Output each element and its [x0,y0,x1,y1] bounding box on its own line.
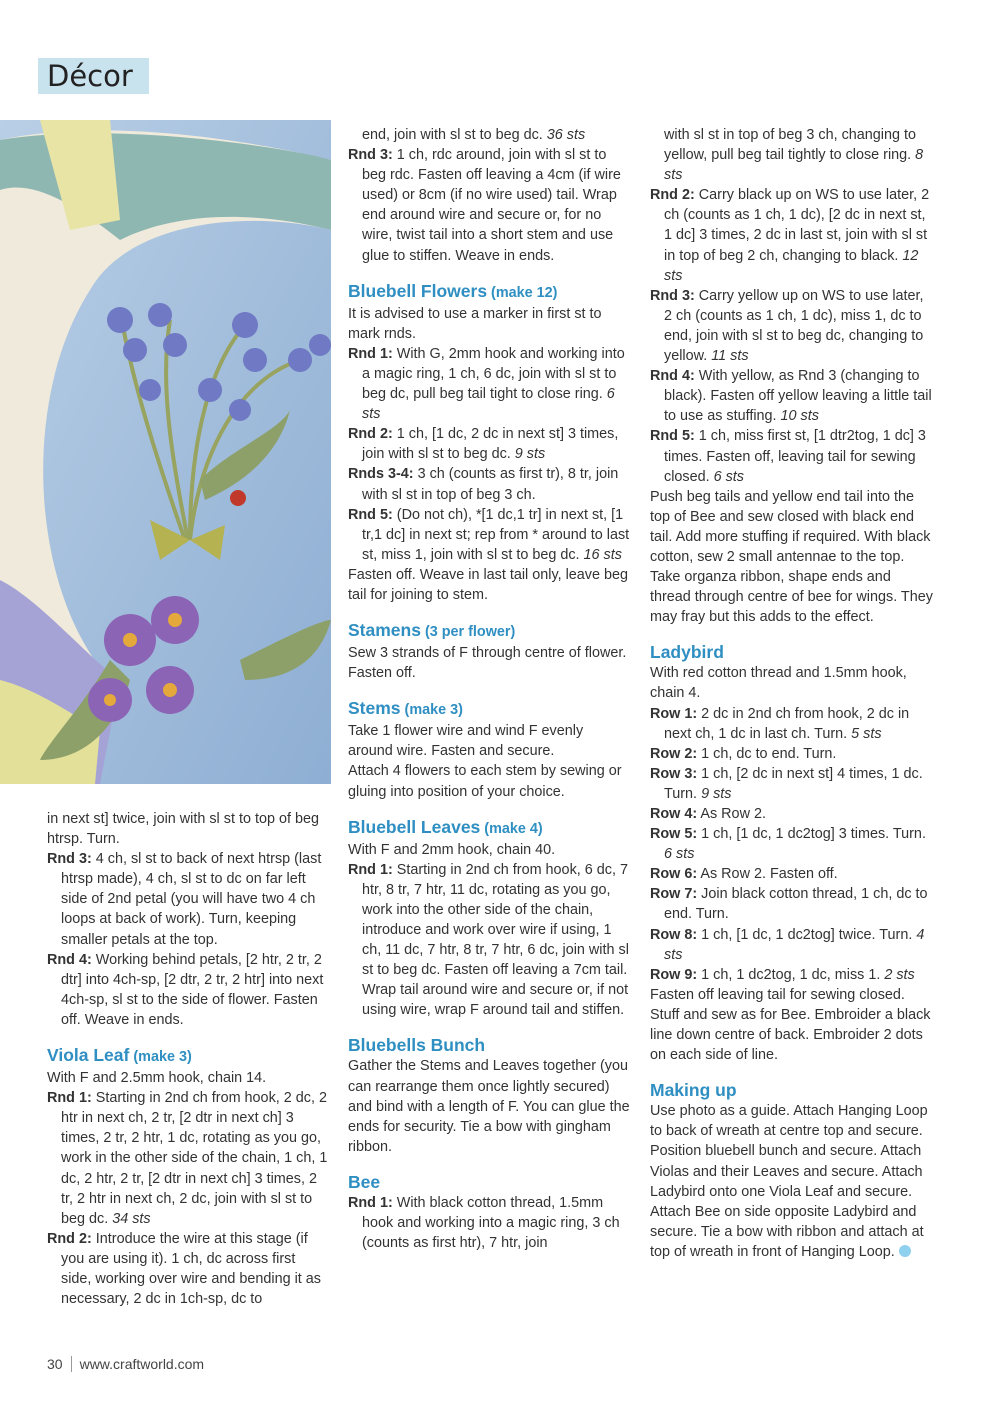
stitch-count: 12 sts [664,247,919,284]
round-label: Rnd 5: [348,506,393,523]
pattern-round [47,950,329,1030]
end-mark-icon [899,1245,911,1257]
instruction-text: 1 ch, [1 dc, 1 dc2tog] 3 times. Turn. [697,826,926,843]
paragraph [650,125,935,185]
website-url: www.craftworld.com [79,1356,205,1372]
round-label: Row 2: [650,745,698,762]
pattern-round [650,426,935,486]
paragraph [47,1068,329,1088]
round-label: Rnd 1: [348,861,393,878]
instruction-text: Use photo as a guide. Attach Hanging Loop to back of wreath at centre top and secure. Position bluebell bunch and secure. Attach Violas and their Leaves and secure. Attach Ladybird onto one Viola Leaf and secure. Attach Bee on side opposite Ladybird and secure. Tie a bow with ribbon and attach at top of wreath in front of Hanging Loop. [650,1103,928,1260]
instruction-text: (Do not ch), *[1 dc,1 tr] in next st, [1 tr,1 dc] in next st; rep from * around to last st, miss 1, join with sl st to beg dc. [362,506,630,563]
paragraph [348,761,631,801]
stitch-count: 4 sts [664,926,925,963]
instruction-text: 1 ch, miss first st, [1 dtr2tog, 1 dc] 3 times. Fasten off, leaving tail for sewing closed. [664,428,926,485]
pattern-round [650,884,935,924]
stitch-count: 9 sts [701,785,732,802]
instruction-text: Introduce the wire at this stage (if you are using it). 1 ch, dc across first side, working over wire and bending it as necessary, 2 dc in 1ch-sp, dc to [61,1230,321,1308]
stitch-count: 8 sts [664,147,924,184]
heading-subtitle: (make 12) [487,284,558,301]
stitch-count: 16 sts [583,546,622,563]
instruction-text: Fasten off. Weave in last tail only, leave beg tail for joining to stem. [348,566,628,603]
text-column-2 [348,125,631,1253]
instruction-text: Push beg tails and yellow end tail into the top of Bee and sew closed with black end tail. Add more stuffing if required. With black cotton, sew 2 small antennae to the top. Take organza ribbon, shape ends and thread through centre of bee for wings. They may fray but this adds to the effect. [650,488,933,626]
instruction-text: Starting in 2nd ch from hook, 6 dc, 7 htr, 8 tr, 7 htr, 11 dc, rotating as you go, work into the other side of the chain, introduce and work over wire if using, 1 ch, 11 dc, 7 htr, 8 tr, 7 htr, 6 dc, join with sl st to beg dc. Fasten off leaving a 7cm tail. Wrap tail around wire and secure or, if not using wire, wrap F around tail and stiffen. [362,861,629,1019]
paragraph [348,721,631,761]
section-heading [47,1044,329,1068]
instruction-text: 1 ch, rdc around, join with sl st to beg rdc. Fasten off leaving a 4cm (if wire used) or 8cm (if no wire used) tail. Wrap end around wire and secure or, for no wire, twist tail into a short stem and use glue to stiffen. Weave in ends. [362,147,621,264]
round-label: Row 5: [650,826,698,843]
instruction-text: As Row 2. Fasten off. [697,866,838,883]
paragraph [650,487,935,628]
pattern-round [348,464,631,504]
instruction-text: with sl st in top of beg 3 ch, changing to yellow, pull beg tail tightly to close ring. [664,127,916,164]
pattern-round [47,849,329,949]
heading-title: Bluebell Flowers [348,280,488,301]
round-label: Rnd 4: [47,951,92,968]
pattern-round [47,1088,329,1229]
round-label: Rnd 1: [348,345,393,362]
instruction-text: 1 ch, [1 dc, 2 dc in next st] 3 times, join with sl st to beg dc. [362,426,619,463]
instruction-text: Carry yellow up on WS to use later, 2 ch (counts as 1 ch, 1 dc), miss 1, dc to end, join with sl st to beg dc, changing to yellow. [664,287,924,365]
stitch-count: 5 sts [851,725,882,742]
section-heading [348,1034,631,1056]
heading-title: Viola Leaf [47,1045,130,1066]
instruction-text: 2 dc in 2nd ch from hook, 2 dc in next ch, 1 dc in last ch. Turn. [664,705,910,742]
pattern-round [650,804,935,824]
stitch-count: 6 sts [713,468,744,485]
instruction-text: Join black cotton thread, 1 ch, dc to end. Turn. [664,886,928,923]
heading-subtitle: (make 3) [400,702,463,719]
pattern-round [348,424,631,464]
instruction-text: 1 ch, 1 dc2tog, 1 dc, miss 1. [697,966,885,983]
stitch-count: 6 sts [664,846,695,863]
paragraph [348,1056,631,1156]
round-label: Row 6: [650,866,698,883]
round-label: Row 7: [650,886,698,903]
stitch-count: 11 sts [711,348,749,365]
round-label: Row 1: [650,705,698,722]
instruction-text: 4 ch, sl st to back of next htrsp (last htrsp made), 4 ch, sl st to dc on far left side of 2nd petal (you will have two 4 ch loops at back of work). Turn, keeping smaller petals at the top. [61,851,322,948]
instruction-text: Gather the Stems and Leaves together (you can rearrange them once lightly secured) and bind with a length of F. You can glue the ends for security. Tie a bow with gingham ribbon. [348,1058,630,1155]
section-heading [650,1079,935,1101]
page-footer [47,1356,204,1372]
pattern-round [650,744,935,764]
heading-title: Stems [348,698,401,719]
instruction-text: Working behind petals, [2 htr, 2 tr, 2 dtr] into 4ch-sp, [2 dtr, 2 tr, 2 htr] into next 4ch-sp, sl st to the side of flower. Fasten off. Weave in ends. [61,951,324,1028]
paragraph [348,125,631,145]
heading-title: Bluebells Bunch [348,1035,486,1056]
wreath-photo [0,120,331,784]
wreath-illustration [0,120,331,784]
round-label: Rnd 1: [348,1194,393,1211]
round-label: Rnd 3: [348,147,393,164]
round-label: Rnd 2: [348,426,393,443]
stitch-count: 34 sts [112,1210,151,1227]
round-label: Row 4: [650,806,698,822]
instruction-text: Attach 4 flowers to each stem by sewing or gluing into position of your choice. [348,763,622,800]
ladybird-icon [230,490,246,506]
pattern-round [650,704,935,744]
section-heading [348,1171,631,1193]
pattern-round [47,1229,329,1309]
pattern-round [650,764,935,804]
stitch-count: 2 sts [884,966,915,983]
pattern-round [348,505,631,565]
section-heading [348,697,631,721]
pattern-round [348,1193,631,1253]
instruction-text: With F and 2.5mm hook, chain 14. [47,1070,267,1087]
paragraph [348,643,631,683]
section-title: Décor [38,58,149,94]
round-label: Rnds 3-4: [348,466,414,483]
section-heading [650,641,935,663]
paragraph [650,663,935,703]
round-label: Row 3: [650,765,698,782]
pattern-round [348,344,631,424]
instruction-text: It is advised to use a marker in first st to mark rnds. [348,305,602,342]
text-column-1 [47,809,329,1309]
round-label: Rnd 2: [650,187,695,204]
text-column-3 [650,125,935,1262]
paragraph [650,1101,935,1262]
stitch-count: 36 sts [546,127,586,143]
section-heading [348,816,631,840]
round-label: Rnd 4: [650,368,695,385]
instruction-text: With red cotton thread and 1.5mm hook, chain 4. [650,665,907,702]
round-label: Rnd 3: [650,287,695,304]
round-label: Rnd 2: [47,1230,92,1247]
paragraph [348,304,631,344]
heading-title: Making up [650,1080,737,1101]
round-label: Rnd 1: [47,1090,92,1107]
round-label: Row 8: [650,926,698,943]
heading-subtitle: (3 per flower) [420,624,516,641]
instruction-text: 1 ch, [1 dc, 1 dc2tog] twice. Turn. [697,926,917,943]
instruction-text: With yellow, as Rnd 3 (changing to black). Fasten off yellow leaving a little tail to use as stuffing. [664,368,932,425]
round-label: Row 9: [650,966,698,983]
instruction-text: 1 ch, [2 dc in next st] 4 times, 1 dc. Turn. [664,765,923,802]
pattern-round [650,925,935,965]
paragraph [348,565,631,605]
instruction-text: Sew 3 strands of F through centre of flower. Fasten off. [348,645,627,682]
pattern-round [650,366,935,426]
heading-subtitle: (make 3) [129,1049,192,1066]
paragraph [47,809,329,849]
stitch-count: 10 sts [780,408,819,425]
section-heading [348,280,631,304]
instruction-text: in next st] twice, join with sl st to top of beg htrsp. Turn. [47,811,319,848]
heading-title: Bluebell Leaves [348,816,481,837]
heading-title: Stamens [348,620,421,641]
stitch-count: 9 sts [514,446,546,463]
heading-title: Bee [348,1171,381,1192]
heading-subtitle: (make 4) [480,820,543,837]
page-number: 30 [47,1356,63,1372]
instruction-text: 3 ch (counts as first tr), 8 tr, join with sl st in top of beg 3 ch. [362,466,619,503]
section-heading [348,619,631,643]
instruction-text: Fasten off leaving tail for sewing closed. Stuff and sew as for Bee. Embroider a black line down centre of back. Embroider 2 dots on each side of line. [650,986,931,1064]
instruction-text: With black cotton thread, 1.5mm hook and working into a magic ring, 3 ch (counts as first htr), 7 htr, join [362,1194,620,1252]
paragraph [650,985,935,1065]
pattern-round [348,145,631,266]
instruction-text: Carry black up on WS to use later, 2 ch (counts as 1 ch, 1 dc), [2 dc in next st, 1 dc] 3 times, 2 dc in last st, join with sl st in top of beg 2 ch, changing to black. [664,187,930,264]
instruction-text: 1 ch, dc to end. Turn. [697,745,837,762]
instruction-text: As Row 2. [697,806,766,822]
round-label: Rnd 5: [650,428,695,445]
footer-divider [71,1356,72,1372]
instruction-text: With F and 2mm hook, chain 40. [348,841,556,858]
pattern-round [650,185,935,285]
pattern-round [650,864,935,884]
instruction-text: Starting in 2nd ch from hook, 2 dc, 2 htr in next ch, 2 tr, [2 dtr in next ch] 3 times, 2 tr, 2 htr, 1 dc, rotating as you go, work in the other side of the chain, 1 ch, 1 dc, 2 htr, 2 tr, [2 dtr in next ch] 3 times, 2 tr, 2 htr in next ch, 2 dc, join with sl st to beg dc. [61,1090,328,1227]
instruction-text: With G, 2mm hook and working into a magic ring, 1 ch, 6 dc, join with sl st to beg dc, pull beg tail tight to close ring. [362,345,625,403]
stitch-count: 6 sts [362,386,615,423]
pattern-round [650,286,935,366]
round-label: Rnd 3: [47,851,92,868]
pattern-round [348,860,631,1021]
instruction-text: end, join with sl st to beg dc. [362,127,547,143]
instruction-text: Take 1 flower wire and wind F evenly around wire. Fasten and secure. [348,723,584,760]
pattern-round [650,824,935,864]
pattern-round [650,965,935,985]
heading-title: Ladybird [650,642,724,663]
paragraph [348,840,631,860]
